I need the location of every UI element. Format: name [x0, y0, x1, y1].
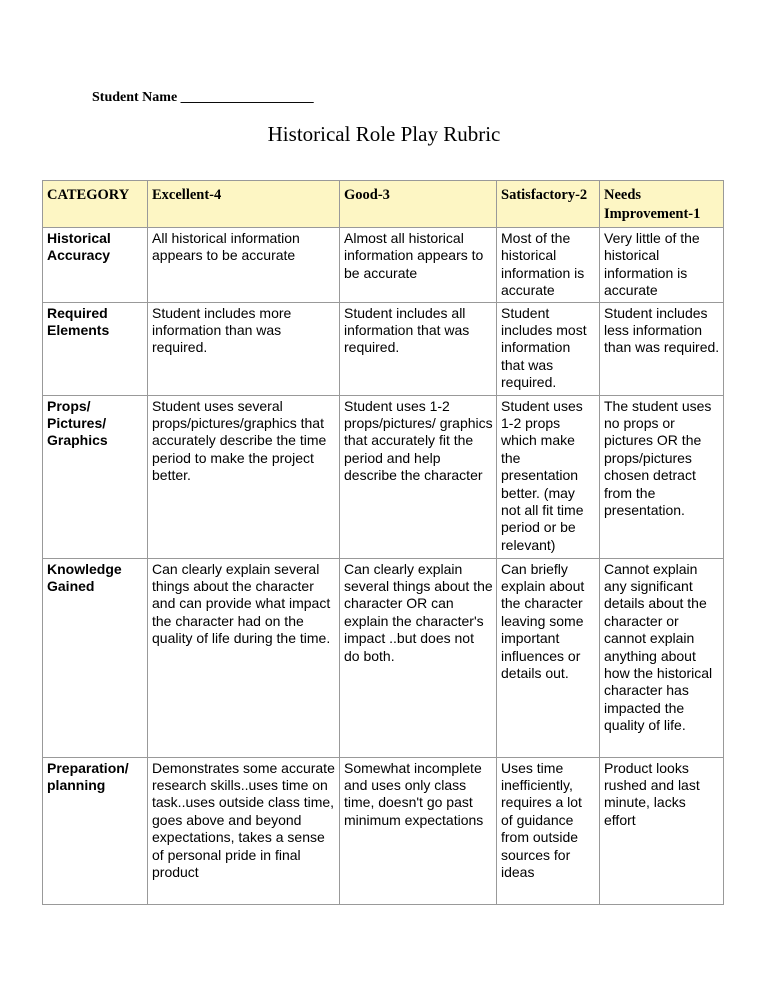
table-row — [43, 303, 724, 396]
rubric-cell: Very little of the historical information is accurate — [600, 228, 724, 303]
category-cell: Historical Accuracy — [43, 228, 148, 303]
rubric-cell: The student uses no props or pictures OR the props/pictures chosen detract from the presentation. — [600, 396, 724, 559]
rubric-cell: Student includes all information that was required. — [340, 303, 497, 396]
category-cell: Required Elements — [43, 303, 148, 396]
rubric-table — [42, 180, 724, 905]
rubric-cell: Student includes more information than was required. — [148, 303, 340, 396]
header-good: Good-3 — [340, 181, 497, 228]
rubric-cell: Can briefly explain about the character leaving some important influences or details out. — [497, 559, 600, 758]
rubric-cell: Student includes less information than was required. — [600, 303, 724, 396]
rubric-cell: Can clearly explain several things about the character and can provide what impact the character had on the quality of life during the time. — [148, 559, 340, 758]
header-excellent: Excellent-4 — [148, 181, 340, 228]
student-name-line: Student Name ___________________ — [92, 90, 314, 105]
rubric-cell: Can clearly explain several things about the character OR can explain the character's impact ..but does not do both. — [340, 559, 497, 758]
rubric-cell: Product looks rushed and last minute, lacks effort — [600, 758, 724, 905]
rubric-cell: Student uses 1-2 props which make the presentation better. (may not all fit time period or be relevant) — [497, 396, 600, 559]
rubric-cell: Most of the historical information is accurate — [497, 228, 600, 303]
category-cell: Props/ Pictures/ Graphics — [43, 396, 148, 559]
table-row — [43, 758, 724, 905]
table-row — [43, 396, 724, 559]
rubric-cell: Demonstrates some accurate research skills..uses time on task..uses outside class time, goes above and beyond expectations, takes a sense of personal pride in final product — [148, 758, 340, 905]
category-cell: Preparation/ planning — [43, 758, 148, 905]
rubric-cell: All historical information appears to be accurate — [148, 228, 340, 303]
page-title: Historical Role Play Rubric — [267, 122, 501, 146]
rubric-cell: Student includes most information that was required. — [497, 303, 600, 396]
rubric-cell: Student uses several props/pictures/graphics that accurately describe the time period to make the project better. — [148, 396, 340, 559]
rubric-cell: Almost all historical information appears to be accurate — [340, 228, 497, 303]
table-row — [43, 559, 724, 758]
rubric-cell: Uses time inefficiently, requires a lot of guidance from outside sources for ideas — [497, 758, 600, 905]
header-row — [43, 181, 724, 228]
rubric-cell: Student uses 1-2 props/pictures/ graphics that accurately fit the period and help describe the character — [340, 396, 497, 559]
category-cell: Knowledge Gained — [43, 559, 148, 758]
rubric-cell: Somewhat incomplete and uses only class time, doesn't go past minimum expectations — [340, 758, 497, 905]
table-row — [43, 228, 724, 303]
header-satisfactory: Satisfactory-2 — [497, 181, 600, 228]
header-needs-improvement: Needs Improvement-1 — [600, 181, 724, 228]
header-category: CATEGORY — [43, 181, 148, 228]
rubric-cell: Cannot explain any significant details about the character or cannot explain anything about how the historical character has impacted the quality of life. — [600, 559, 724, 758]
